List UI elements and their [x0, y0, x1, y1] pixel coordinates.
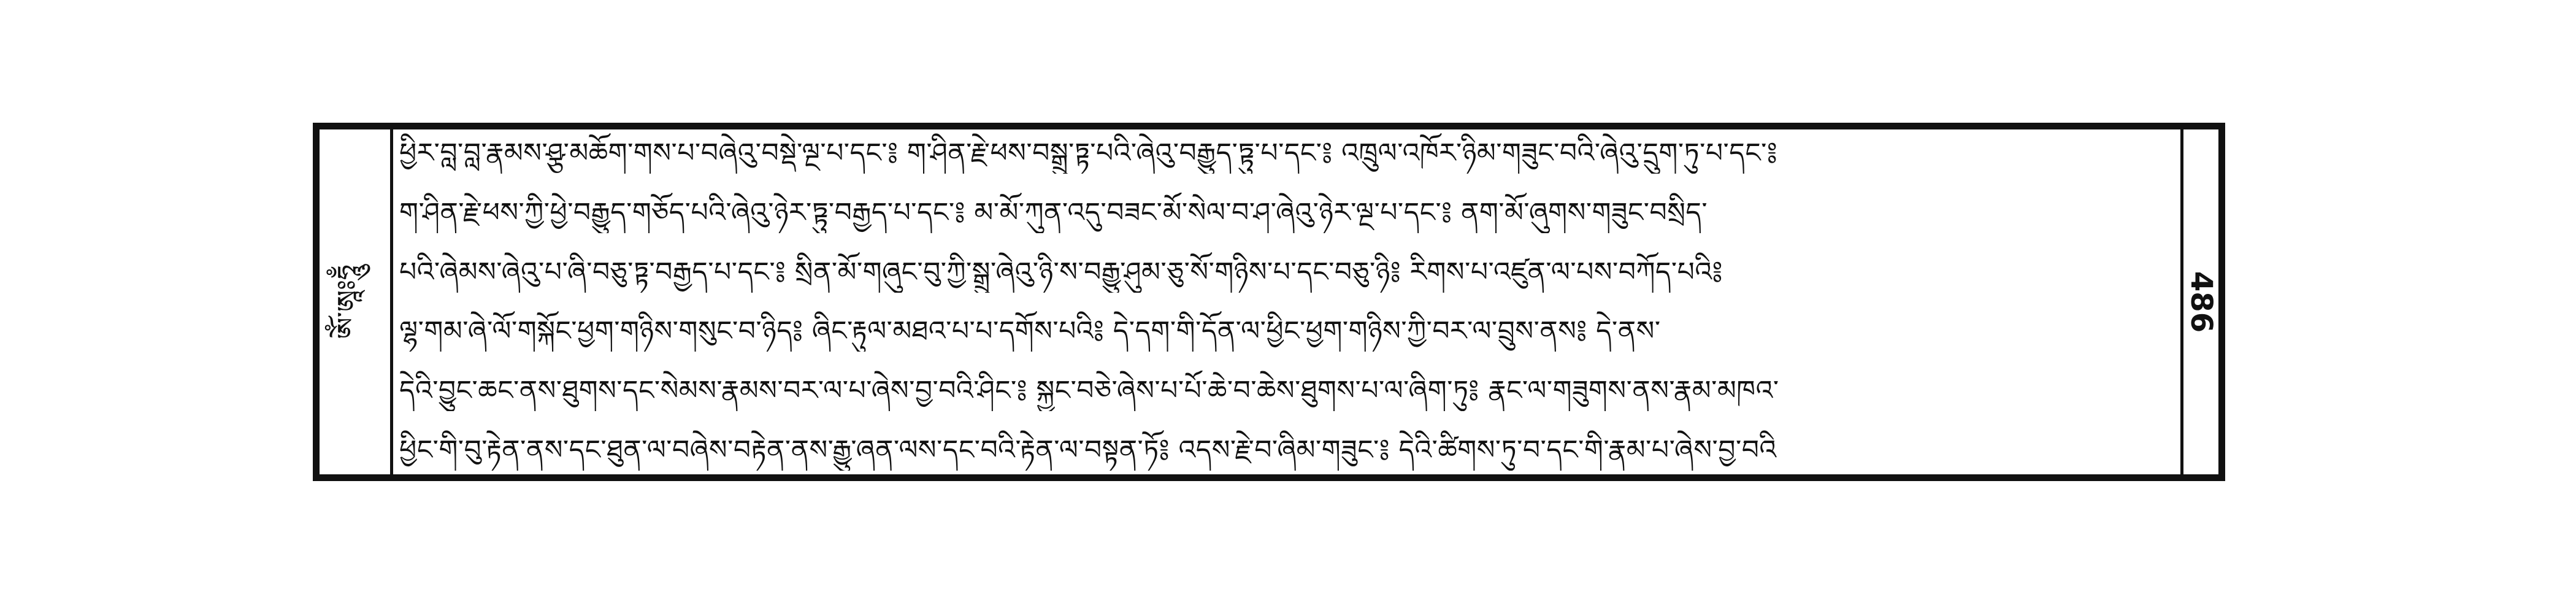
margin-title: ཨོཾ་ཨཱཿཧཱུྃ — [331, 264, 363, 339]
text-line-1: ཕྱིར་བླ་བླ་རྣམས་ཤྩ་མཆོག་གས་པ་བཞེའུ་བསྡེ་ལྔ་པ་དང་༔ ག་ཤིན་རྗེ་ཕས་བསྒྲུ་ཏྟ་པའི་ཞེའུ་བརྒྱུད་ཏྟུ་པ་དང་༔ འཁྲུལ་འཁོར་ཉིམ་གཟུང་བའི་ཞེའུ་དྲུག་ཏུ་པ་དང་༔ — [399, 137, 1778, 169]
text-line-4: ལྷ་གམ་ཞེ་ལོ་གསྐོང་ཕྱག་གཉིས་གསུང་བ་ཉིད༔ ཞིང་རྟུལ་མཐའ་པ་པ་དགོས་པའི༔ དེ་དག་གི་དོན་ལ་ཕྱིང་ཕྱག་གཉིས་ཀྱི་བར་ལ་བྲུས་ནས༔ དེ་ནས་ — [399, 315, 1661, 347]
text-line-3: པའི་ཞེམས་ཞེའུ་པ་ཞི་བཅུ་ཏྟ་བརྒྱད་པ་དང་༔ སྲིན་མོ་གཞུང་བུ་ཀྱི་སྒྲུ་ཞེའུ་ཉི་ས་བརྒྱུ་ཤུམ་ཅུ་སོ་གཉིས་པ་དང་བཅུ་ཉི༔ རིགས་པ་འཛུན་ལ་པས་བཀོད་པའི༔ — [399, 256, 1723, 288]
text-block — [399, 133, 2174, 471]
text-line-6: ཕྱིང་གི་བུ་རྟེན་ནས་དང་ཐུན་ལ་བཞེས་བརྟེན་ནས་རྒྱུ་ཞན་ལས་དང་བའི་རྟེན་ལ་བསྟན་ཏོ༔ འདས་རྗེ་བ་ཞིམ་གཟུང་༔ དེའི་ཚིགས་ཏུ་བ་དང་གི་རྣམ་པ་ཞེས་བྱ་བའི — [399, 434, 1777, 466]
text-frame — [313, 123, 2225, 481]
text-line-5: དེའི་བྱུང་ཆང་ནས་ཐུགས་དང་སེམས་རྣམས་བར་ལ་པ་ཞེས་བྱ་བའི་ཤིང་༔ སྐྱང་བཅེ་ཞེས་པ་པོ་ཆེ་བ་ཆེས་ཐུགས་པ་ལ་ཞིག་ཏུ༔ རྣང་ལ་གཟུགས་ནས་རྣམ་མཁའ་ — [399, 375, 1779, 407]
right-margin — [2180, 129, 2218, 474]
text-line-2: ག་ཤིན་རྗེ་ཕས་ཀྱི་ཕྱེ་བརྒྱུད་གཅོད་པའི་ཞེའུ་ཉེར་ཏྟུ་བརྒྱད་པ་དང་༔ མ་མོ་ཀུན་འདུ་བཟང་མོ་སེལ་བ་ཤ་ཞེའུ་ཉེར་ལྔ་པ་དང་༔ ནག་མོ་ཞུགས་གཟུང་བསྲིད་ — [399, 196, 1708, 228]
page-number: 486 — [2183, 271, 2218, 333]
left-margin — [320, 129, 393, 474]
